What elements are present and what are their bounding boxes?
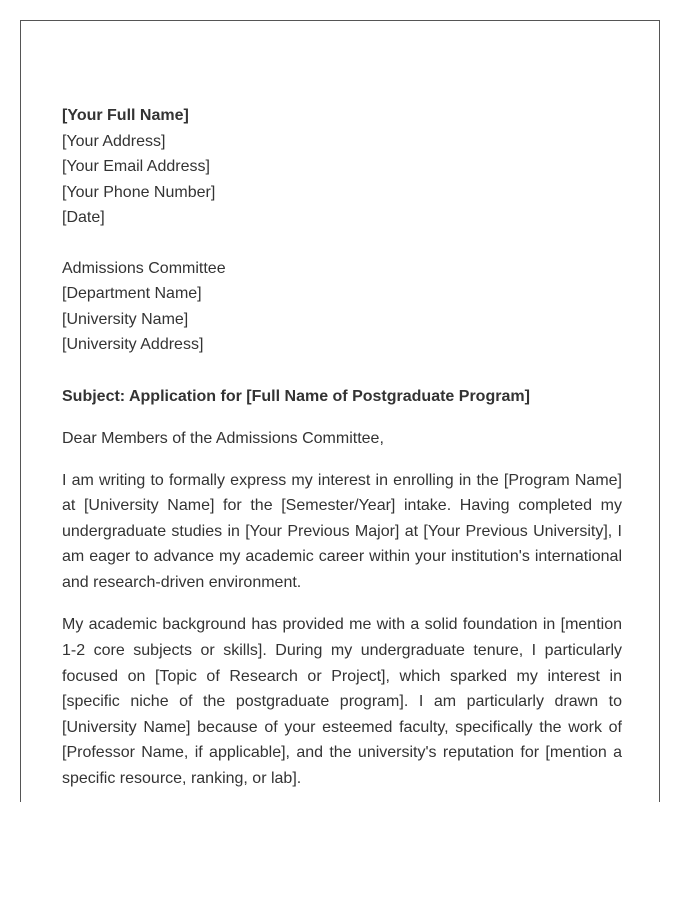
sender-phone: [Your Phone Number] — [62, 183, 216, 201]
sender-address: [Your Address] — [62, 132, 166, 150]
body-paragraph-2: My academic background has provided me with a solid foundation in [mention 1-2 core subjects or skills]. During my undergraduate tenure, I particularly focused on [Topic of Research or Project], which sparked my interest in [specific niche of the postgraduate program]. I am particularly drawn to [University Name] because of your esteemed faculty, specifically the work of [Professor Name, if applicable], and the university's reputation for [mention a specific resource, ranking, or lab]. — [62, 616, 622, 788]
recipient-block — [62, 256, 622, 358]
letter-page — [20, 20, 660, 802]
salutation: Dear Members of the Admissions Committee, — [62, 429, 384, 447]
recipient-address: [University Address] — [62, 336, 204, 353]
sender-email: [Your Email Address] — [62, 158, 210, 175]
letter-date: [Date] — [62, 209, 105, 226]
letter-content — [62, 103, 622, 802]
sender-full-name: [Your Full Name] — [62, 107, 189, 124]
subject-line: Subject: Application for [Full Name of Postgraduate Program] — [62, 387, 530, 405]
recipient-university: [University Name] — [62, 310, 189, 328]
body-paragraph-1: I am writing to formally express my interest in enrolling in the [Program Name] at [University Name] for the [Semester/Year] intake. Having completed my undergraduate studies in [Your Previous Major] at [Your Previous University], I am eager to advance my academic career within your institution's international and research-driven environment. — [62, 471, 622, 591]
sender-block — [62, 103, 622, 231]
recipient-committee: Admissions Committee — [62, 259, 226, 277]
recipient-department: [Department Name] — [62, 285, 202, 302]
